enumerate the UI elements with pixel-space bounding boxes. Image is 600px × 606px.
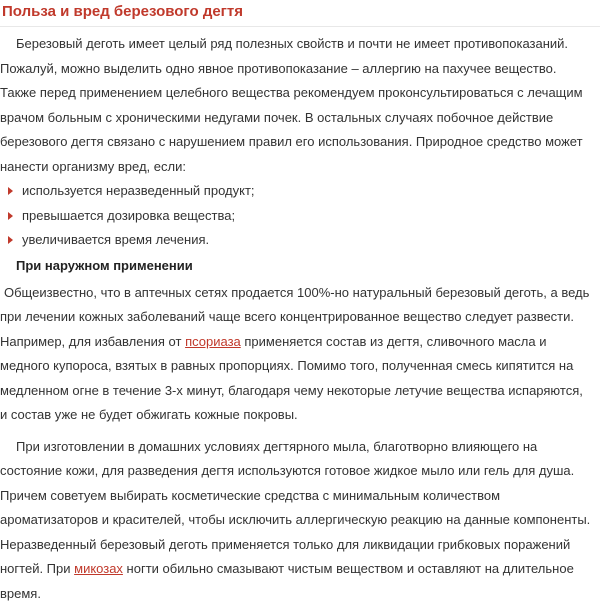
section-subheading: При наружном применении [16,254,600,278]
triangle-bullet-icon [8,236,13,244]
article-title: Польза и вред березового дегтя [0,0,600,22]
title-divider [0,26,600,27]
paragraph-text: применяется состав из дегтя, сливочного масла и медного купороса, взятых в равных пропорциях. Помимо того, полученная смесь кипятится на медленном огне в течение 3-х минут, благодаря чему некоторые летучие вещества испаряются, и состав уже не будет обжигать кожные покровы. [0,334,583,423]
external-use-paragraph [0,281,600,428]
list-item-text: превышается дозировка вещества; [22,204,235,229]
list-item [8,179,600,204]
tar-soap-paragraph [0,435,600,606]
paragraph-text: Общеизвестно, что в аптечных сетях продается 100%-но натуральный березовый деготь, а ведь при лечении кожных заболеваний чаще всего концентрированное вещество следует развести. Например, для избавления от [0,285,589,349]
paragraph-text: При изготовлении в домашних условиях дегтярного мыла, благотворно влияющего на состояние кожи, для разведения дегтя используются готовое жидкое мыло или гель для душа. Причем советуем выбирать косметические средства с минимальным количеством ароматизаторов и красителей, чтобы исключить аллергическую реакцию на данные компоненты. Неразведенный березовый деготь применяется только для ликвидации грибковых поражений ногтей. При [0,439,590,577]
mycosis-link[interactable]: микозах [74,561,123,576]
list-item-text: увеличивается время лечения. [22,228,209,253]
intro-paragraph: Березовый деготь имеет целый ряд полезных свойств и почти не имеет противопоказаний. Пожалуй, можно выделить одно явное противопоказание – аллергию на пахучее вещество. Также перед применением целебного вещества рекомендуем проконсультироваться с лечащим врачом больным с хроническими недугами почек. В остальных случаях побочное действие березового дегтя связано с нарушением правил его использования. Природное средство может нанести организму вред, если: [0,32,600,179]
triangle-bullet-icon [8,212,13,220]
list-item [8,204,600,229]
paragraph-text: ногти обильно смазывают чистым веществом и оставляют на длительное время. [0,561,574,601]
list-item [8,228,600,253]
triangle-bullet-icon [8,187,13,195]
harm-conditions-list [0,179,600,253]
psoriasis-link[interactable]: псориаза [185,334,241,349]
list-item-text: используется неразведенный продукт; [22,179,255,204]
